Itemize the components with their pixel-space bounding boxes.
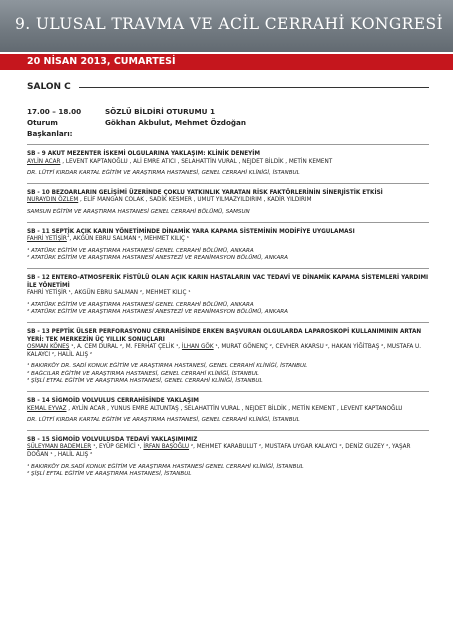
- affiliation-line: SAMSUN EĞİTİM VE ARAŞTIRMA HASTANESİ GENEL CERRAHİ BÖLÜMÜ, SAMSUN: [27, 208, 250, 215]
- author-list: , ELİF MANGAN COLAK , SADİK KESMER , UMUT YILMAZYILDIRIM , KADİR YILDIRIM: [78, 197, 312, 204]
- author-list: , LEVENT KAPTANOĞLU , ALİ EMRE ATICI , SELAHATTİN VURAL , NEJDET BİLDİK , METİN KEMENT: [60, 158, 333, 165]
- author-list: ¹, A. CEM DURAL ², M. FERHAT ÇELİK ¹,: [69, 344, 182, 351]
- salon-header: [27, 80, 429, 94]
- session-name: SÖZLÜ BİLDİRİ OTURUMU 1: [105, 107, 215, 116]
- affiliation-line: ² ATATÜRK EĞİTİM VE ARAŞTIRMA HASTANESİ ANESTEZİ VE REANİMASYON BÖLÜMÜ, ANKARA: [27, 255, 288, 262]
- presentation-divider: [27, 322, 429, 323]
- presentation-item: [27, 144, 429, 178]
- presentation-divider: [27, 222, 429, 223]
- session-chairs-label: Oturum Başkanları:: [27, 118, 73, 138]
- presenter-name: AYLİN ACAR: [27, 158, 61, 165]
- author-list: ¹, EYÜP GEMİCİ ¹,: [91, 444, 144, 451]
- presentation-title: SB - 10 BEZOARLARIN GELİŞİMİ ÜZERİNDE ÇOKLU YATKINLIK YARATAN RİSK FAKTÖRLERİNİN SİNERJİSTİK ETKİSİ: [27, 189, 383, 196]
- author-list: ¹, MURAT GÖNENÇ ², CEVHER AKARSU ², HAKAN YİĞİTBAŞ ², MUSTAFA U. KALAYCI ², HALİL ALIŞ ²: [27, 344, 422, 358]
- presentation-affiliations: [27, 209, 429, 217]
- presentation-divider: [27, 391, 429, 392]
- presenter-name: FAHRİ YETİŞİR ¹, AKGÜN EBRU SALMAN ², MEHMET KILIÇ ¹: [27, 290, 191, 297]
- presentation-title: SB - 9 AKUT MEZENTER İSKEMİ OLGULARINA YAKLAŞIM: KLİNİK DENEYİM: [27, 151, 261, 157]
- header-banner: [0, 0, 453, 52]
- program-content: [27, 80, 429, 479]
- affiliation-line: ¹ BAKIRKÖY DR. SADİ KONUK EĞİTİM VE ARAŞTIRMA HASTANESİ, GENEL CERRAHİ KLİNİĞİ, İSTANBUL: [27, 363, 308, 370]
- session-time-row: [27, 106, 429, 117]
- affiliation-line: ¹ ATATÜRK EĞİTİM VE ARAŞTIRMA HASTANESİ GENEL CERRAHİ BÖLÜMÜ, ANKARA: [27, 247, 254, 254]
- presentation-title: SB - 11 SEPTİK AÇIK KARIN YÖNETİMİNDE DİNAMİK YARA KAPAMA SİSTEMİNİN MODİFİYE UYGULAMASI: [27, 228, 355, 235]
- affiliation-line: DR. LÜTFİ KIRDAR KARTAL EĞİTİM VE ARAŞTIRMA HASTANESİ, GENEL CERRAHİ KLİNİĞİ, İSTANBUL: [27, 417, 300, 424]
- presentation-divider: [27, 144, 429, 145]
- author-list: , AYLİN ACAR , YUNUS EMRE ALTUNTAŞ , SELAHATTİN VURAL , NEJDET BİLDİK , METİN KEMENT , LEVENT KAPTANOĞLU: [66, 405, 403, 412]
- presentation-authors: [27, 197, 429, 205]
- date-bar: [0, 54, 453, 70]
- presentation-affiliations: [27, 170, 429, 178]
- presentation-item: [27, 183, 429, 217]
- date-text: 20 NİSAN 2013, CUMARTESİ: [27, 56, 176, 67]
- author-list: , AKGÜN EBRU SALMAN ², MEHMET KILIÇ ¹: [69, 236, 190, 243]
- presentation-title: SB - 13 PEPTİK ÜLSER PERFORASYONU CERRAHİSİNDE ERKEN BAŞVURAN OLGULARDA LAPAROSKOPİ KULLANIMININ ARTAN YERİ: TEK MERKEZİN ÜÇ YILLIK SONUÇLARI: [27, 328, 422, 343]
- presentation-affiliations: [27, 464, 429, 479]
- presentation-authors: [27, 444, 429, 459]
- author-list: ², MEHMET KARABULUT ², MUSTAFA UYGAR KALAYCI ², DENİZ GUZEY ², YAŞAR DOĞAN ¹ , HALİL ALIŞ ²: [27, 444, 411, 459]
- presentation-affiliations: [27, 302, 429, 317]
- presenter-name: OSMAN KÖNEŞ: [27, 344, 70, 351]
- affiliation-line: ¹ ATATÜRK EĞİTİM VE ARAŞTIRMA HASTANESİ GENEL CERRAHİ BÖLÜMÜ, ANKARA: [27, 301, 254, 308]
- presenter-name: FAHRİ YETİŞİR: [27, 236, 67, 243]
- affiliation-line: ² ATATÜRK EĞİTİM VE ARAŞTIRMA HASTANESİ ANESTEZİ VE REANİMASYON BÖLÜMÜ, ANKARA: [27, 309, 288, 316]
- presentation-item: [27, 391, 429, 425]
- presentation-authors: [27, 290, 429, 298]
- session-time: 17.00 – 18.00: [27, 107, 82, 116]
- presentation-authors: [27, 344, 429, 359]
- presentation-divider: [27, 268, 429, 269]
- session-chairs: Gökhan Akbulut, Mehmet Özdoğan: [105, 118, 246, 127]
- presenter-name: SÜLEYMAN BADEMLER: [27, 444, 92, 451]
- presentation-item: [27, 430, 429, 479]
- affiliation-line: ² BAĞCILAR EĞİTİM VE ARAŞTIRMA HASTANESİ, GENEL CERRAHİ KLİNİĞİ, İSTANBUL: [27, 370, 259, 377]
- presentation-authors: [27, 159, 429, 167]
- affiliation-line: ³ ŞİŞLİ ETFAL EĞİTİM VE ARAŞTIRMA HASTANESİ, GENEL CERRAHİ KLİNİĞİ, İSTANBUL: [27, 378, 263, 385]
- presentation-item: [27, 268, 429, 317]
- affiliation-line: ¹ BAKIRKÖY DR.SADİ KONUK EĞİTİM VE ARAŞTIRMA HASTANESİ GENEL CERRAHİ KLİNİĞİ, İSTANBUL: [27, 463, 304, 470]
- presenter-name: NURAYDIN ÖZLEM: [27, 197, 79, 204]
- presentation-list: [27, 144, 429, 479]
- presenter-affiliation-mark: 1: [66, 233, 70, 239]
- presentation-item: [27, 222, 429, 263]
- presentation-affiliations: [27, 248, 429, 263]
- presentation-title: SB - 14 SİGMOİD VOLVULUS CERRAHİSİNDE YAKLAŞIM: [27, 398, 199, 405]
- salon-label: SALON C: [27, 82, 71, 92]
- presentation-authors: [27, 406, 429, 414]
- presentation-affiliations: [27, 417, 429, 425]
- presentation-authors: [27, 233, 429, 244]
- presenter-name: KEMAL EYVAZ: [27, 405, 67, 412]
- presentation-divider: [27, 430, 429, 431]
- presentation-item: [27, 322, 429, 386]
- session-chairs-row: [27, 117, 429, 139]
- salon-divider: [79, 87, 429, 88]
- presentation-affiliations: [27, 363, 429, 386]
- presentation-title: SB - 12 ENTERO-ATMOSFERİK FİSTÜLÜ OLAN AÇIK KARIN HASTALARIN VAC TEDAVİ VE DİNAMİK KAPAMA SİSTEMLERİ YARDIMI İLE YÖNETİMİ: [27, 274, 429, 289]
- presenter-name: İRFAN BAŞOĞLU: [143, 444, 190, 451]
- affiliation-line: DR. LÜTFİ KIRDAR KARTAL EĞİTİM VE ARAŞTIRMA HASTANESİ, GENEL CERRAHİ KLİNİĞİ, İSTANBUL: [27, 170, 300, 177]
- presentation-divider: [27, 183, 429, 184]
- presenter-name: İLHAN GÖK: [181, 344, 214, 351]
- session-info: [27, 106, 429, 139]
- congress-title: 9. ULUSAL TRAVMA VE ACİL CERRAHİ KONGRESİ: [15, 15, 443, 33]
- presentation-title: SB - 15 SİGMOİD VOLVULUSDA TEDAVİ YAKLAŞIMIMIZ: [27, 436, 198, 443]
- affiliation-line: ² ŞİŞLİ EFTAL EĞİTİM VE ARAŞTIRMA HASTANESİ, İSTANBUL: [27, 471, 192, 478]
